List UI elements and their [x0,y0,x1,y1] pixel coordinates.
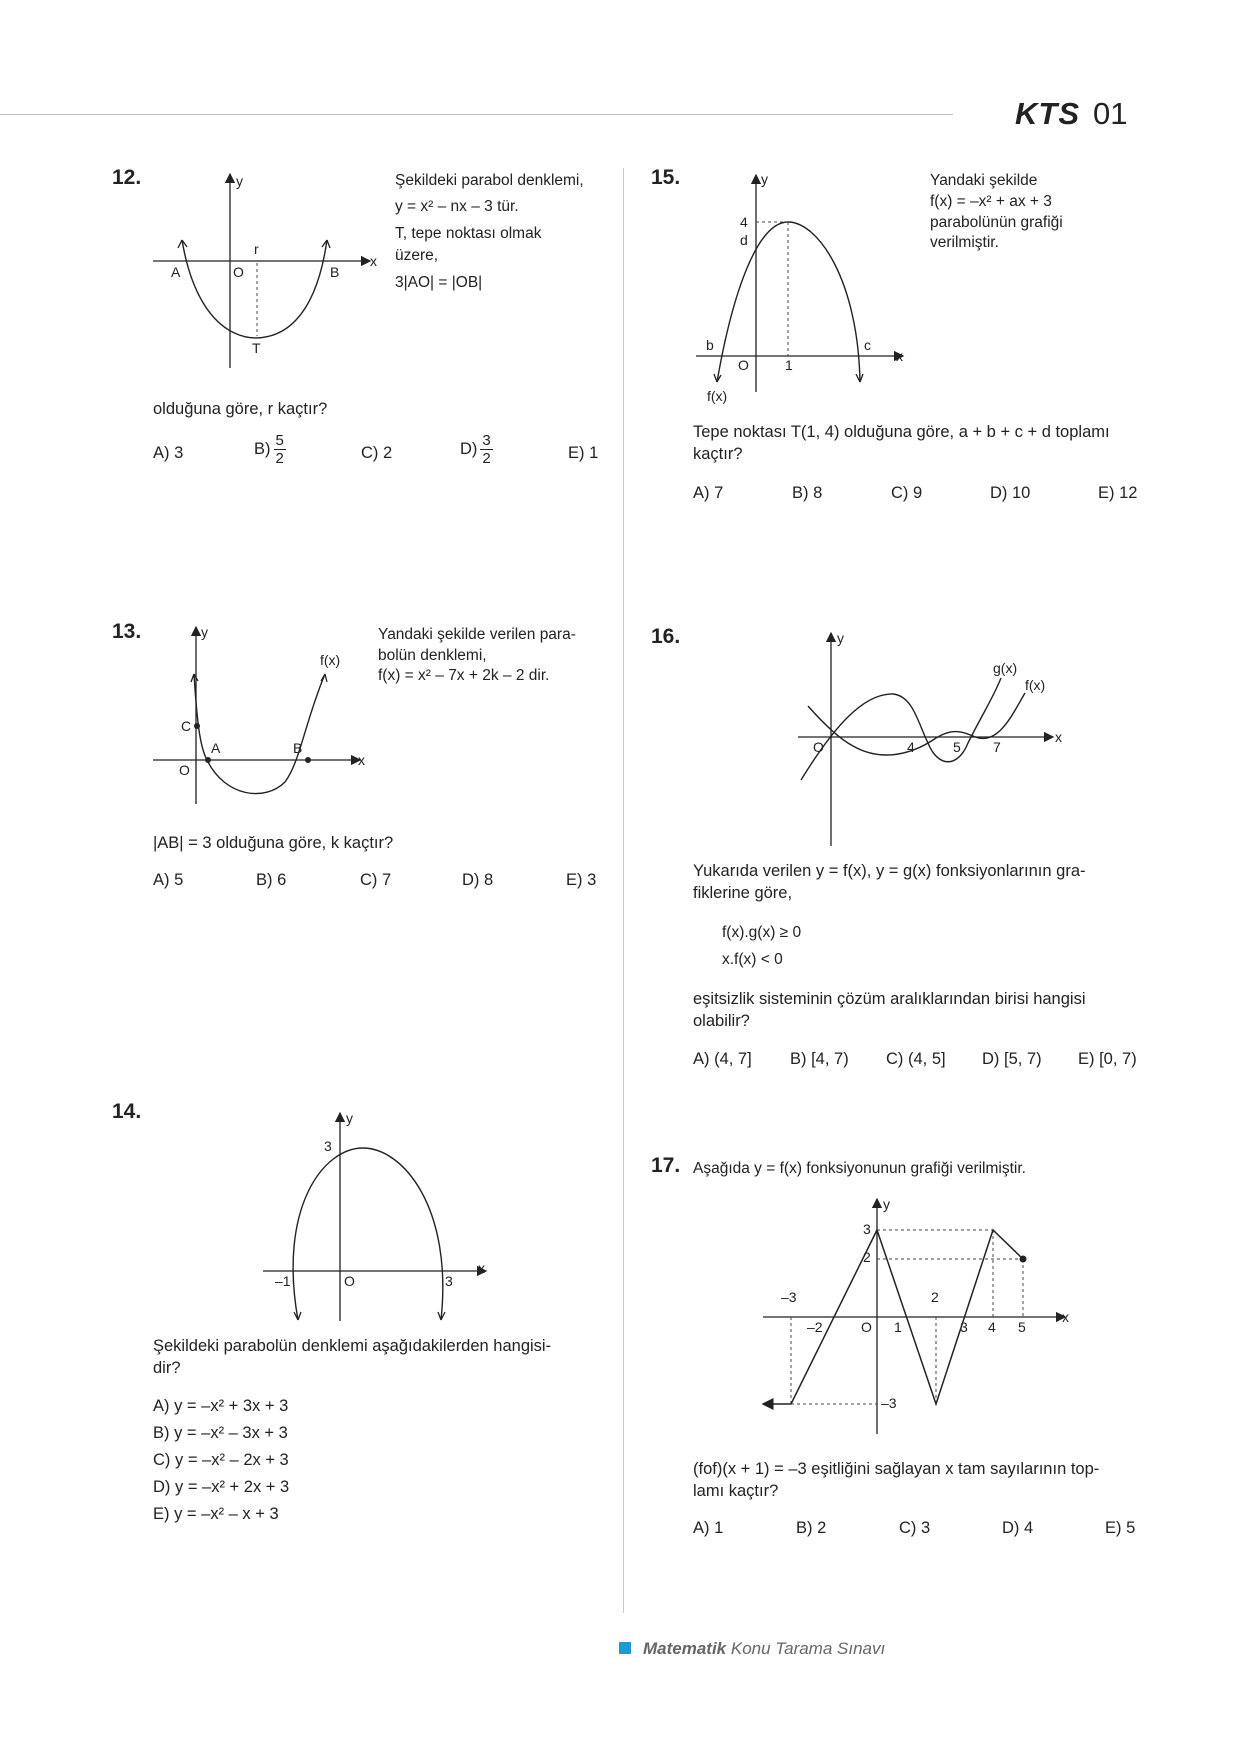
q17-label-minus3: –3 [781,1289,797,1305]
q15-desc-4: verilmiştir. [930,234,999,251]
q17-option-a[interactable]: A) 1 [693,1519,724,1537]
q12-graph [145,168,385,368]
q17-label-xtwo: 2 [931,1289,939,1305]
column-divider [623,168,624,1613]
q15-label-one: 1 [785,357,793,373]
q12-option-b-fraction [274,432,286,467]
exam-code: KTS [1015,96,1080,131]
q14-option-e[interactable]: E) y = –x² – x + 3 [153,1505,279,1523]
q13-label-b: B [293,740,303,756]
q17-endpoint [1020,1256,1027,1263]
q17-option-e[interactable]: E) 5 [1105,1519,1136,1537]
q16-number: 16. [651,625,681,648]
q15-number: 15. [651,166,681,189]
q15-label-d: d [740,232,748,248]
q14-option-c[interactable]: C) y = –x² – 2x + 3 [153,1451,289,1469]
q14-label-o: O [344,1273,355,1289]
q15-label-b: b [706,337,714,353]
q13-number: 13. [112,620,142,643]
q17-label-o: O [861,1319,872,1335]
q17-label-x: x [1062,1309,1069,1325]
q15-question-1: Tepe noktası T(1, 4) olduğuna göre, a + b + c + d toplamı [693,423,1110,441]
q16-label-o: O [813,739,824,755]
q13-label-fx: f(x) [320,652,341,668]
q15-label-y: y [761,171,768,187]
q16-inequality-2: x.f(x) < 0 [722,951,783,968]
q16-inequality-1: f(x).g(x) ≥ 0 [722,924,802,941]
q12-desc-2: y = x² – nx – 3 tür. [395,198,519,215]
q12-label-b: B [330,264,340,280]
q16-question-4: olabilir? [693,1012,750,1030]
q14-question-1: Şekildeki parabolün denklemi aşağıdakilerden hangisi- [153,1337,552,1355]
q16-graph [793,628,1073,848]
q12-option-a[interactable]: A) 3 [153,444,184,462]
q12-label-t: T [252,340,261,356]
q17-option-d[interactable]: D) 4 [1002,1519,1034,1537]
q17-label-y: y [883,1196,890,1212]
q13-label-x: x [358,752,365,768]
q14-option-d[interactable]: D) y = –x² + 2x + 3 [153,1478,290,1496]
q13-label-y: y [201,624,208,640]
q12-option-b-num: 5 [275,432,284,449]
q13-desc-1: Yandaki şekilde verilen para- [378,626,576,643]
q12-desc-4: üzere, [395,247,439,264]
q16-question-3: eşitsizlik sisteminin çözüm aralıklarından birisi hangisi [693,990,1086,1008]
q15-label-o: O [738,357,749,373]
q13-label-a: A [211,740,221,756]
q15-option-c[interactable]: C) 9 [891,484,923,502]
q16-option-e[interactable]: E) [0, 7) [1078,1050,1137,1068]
q12-label-x: x [370,253,377,269]
q13-question: |AB| = 3 olduğuna göre, k kaçtır? [153,834,394,852]
q14-option-b[interactable]: B) y = –x² – 3x + 3 [153,1424,288,1442]
q16-label-four: 4 [907,739,915,755]
q16-option-d[interactable]: D) [5, 7) [982,1050,1042,1068]
q13-label-o: O [179,762,190,778]
q15-label-c: c [864,337,871,353]
q17-option-b[interactable]: B) 2 [796,1519,827,1537]
q12-option-e[interactable]: E) 1 [568,444,599,462]
footer-text [643,1639,885,1659]
q16-option-a[interactable]: A) (4, 7] [693,1050,752,1068]
q14-number: 14. [112,1100,142,1123]
q13-option-b[interactable]: B) 6 [256,871,287,889]
q15-graph [688,170,918,405]
q17-question-1: (fof)(x + 1) = –3 eşitliğini sağlayan x tam sayılarının top- [693,1460,1100,1478]
q15-option-a[interactable]: A) 7 [693,484,724,502]
q13-graph [145,622,380,807]
q12-option-d[interactable] [460,432,493,467]
q13-point-c [194,723,200,729]
q12-option-b[interactable] [254,432,286,467]
q12-option-b-den: 2 [275,450,284,467]
footer-square-icon [619,1642,631,1654]
q12-desc-3: T, tepe noktası olmak [395,225,542,242]
header-rule [0,114,953,115]
q13-point-a [205,757,211,763]
q16-option-c[interactable]: C) (4, 5] [886,1050,946,1068]
q16-label-fx: f(x) [1025,677,1046,693]
q17-option-c[interactable]: C) 3 [899,1519,931,1537]
q13-desc-2: bolün denklemi, [378,647,487,664]
q12-label-a: A [171,264,181,280]
q15-option-d[interactable]: D) 10 [990,484,1031,502]
exam-number: 01 [1093,96,1128,131]
q12-option-b-label: B) [254,439,271,458]
q15-option-e[interactable]: E) 12 [1098,484,1138,502]
q13-point-b [305,757,311,763]
q17-graph [755,1194,1075,1434]
footer-subject: Matematik [643,1639,727,1658]
q14-label-x3: 3 [445,1273,453,1289]
q13-option-e[interactable]: E) 3 [566,871,597,889]
q14-graph [258,1108,498,1333]
footer-rest: Konu Tarama Sınavı [726,1639,886,1658]
q12-label-r: r [254,241,259,257]
q17-label-xfive: 5 [1018,1319,1026,1335]
q16-label-gx: g(x) [993,660,1018,676]
q14-question-2: dir? [153,1359,181,1377]
q14-option-a[interactable]: A) y = –x² + 3x + 3 [153,1397,289,1415]
q17-question-2: lamı kaçtır? [693,1482,779,1500]
q14-label-minus1: –1 [275,1273,291,1289]
q17-label-ym3: –3 [881,1395,897,1411]
q12-option-d-label: D) [460,439,478,458]
q12-desc-5: 3|AO| = |OB| [395,274,483,291]
q14-parabola [293,1148,443,1320]
q17-label-xthree: 3 [960,1319,968,1335]
q16-label-five: 5 [953,739,961,755]
q17-label-two: 2 [863,1249,871,1265]
q12-option-d-num: 3 [482,432,491,449]
q15-desc-2: f(x) = –x² + ax + 3 [930,193,1052,210]
q12-option-d-den: 2 [482,450,491,467]
q16-label-y: y [837,630,844,646]
q15-desc-1: Yandaki şekilde [930,172,1038,189]
q12-number: 12. [112,166,142,189]
q16-option-b[interactable]: B) [4, 7) [790,1050,849,1068]
q12-label-o: O [233,264,244,280]
q16-question-1: Yukarıda verilen y = f(x), y = g(x) fonksiyonlarının gra- [693,862,1086,880]
q15-desc-3: parabolünün grafiği [930,214,1063,231]
q13-label-c: C [181,718,192,734]
q16-question-2: fiklerine göre, [693,884,793,902]
q15-label-four: 4 [740,214,748,230]
q13-parabola [194,674,325,794]
q17-label-one: 1 [894,1319,902,1335]
q14-label-three: 3 [324,1138,332,1154]
q17-intro: Aşağıda y = f(x) fonksiyonunun grafiği verilmiştir. [693,1160,1026,1177]
q13-option-a[interactable]: A) 5 [153,871,184,889]
q13-desc-3: f(x) = x² – 7x + 2k – 2 dir. [378,667,550,684]
q17-label-xfour: 4 [988,1319,996,1335]
q15-question-2: kaçtır? [693,445,743,463]
q12-option-c[interactable]: C) 2 [361,444,393,462]
q16-label-seven: 7 [993,739,1001,755]
q14-label-x: x [478,1260,485,1276]
q17-number: 17. [651,1154,681,1177]
q12-option-d-fraction [480,432,492,467]
q13-option-c[interactable]: C) 7 [360,871,392,889]
q12-question: olduğuna göre, r kaçtır? [153,400,328,418]
q13-option-d[interactable]: D) 8 [462,871,494,889]
q15-option-b[interactable]: B) 8 [792,484,823,502]
q12-label-y: y [236,173,243,189]
q15-label-x: x [896,348,903,364]
q17-label-three: 3 [863,1221,871,1237]
q15-label-fx: f(x) [707,388,728,404]
q16-label-x: x [1055,729,1062,745]
q12-desc-1: Şekildeki parabol denklemi, [395,172,584,189]
q14-label-y: y [346,1110,353,1126]
q17-label-minus2: –2 [807,1319,823,1335]
